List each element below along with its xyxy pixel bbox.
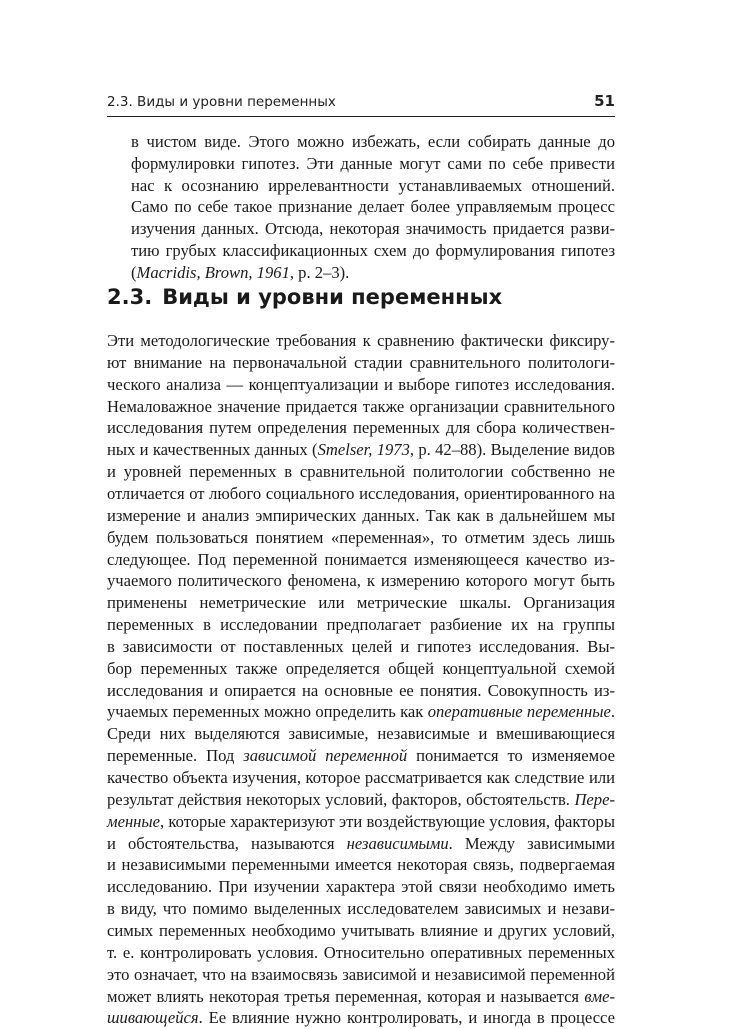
body-line: в зависимости от поставленных целей и гипотез исследования. Вы- (107, 636, 615, 656)
body-line: будем пользоваться понятием «переменная», то отметим здесь лишь (107, 527, 615, 547)
body-line: отличается от любого социального исследования, ориентированного на (107, 483, 615, 503)
quote-line: в чистом виде. Этого можно избежать, если собирать данные до (131, 132, 615, 151)
body-line: шивающейся. Ее влияние нужно контролировать, и иногда в процессе (107, 1008, 615, 1028)
italic-term: Smelser, 1973 (317, 440, 410, 460)
body-line: исследования и опирается на основные ее понятия. Совокупность из- (107, 680, 615, 700)
quote-line: (Macridis, Brown, 1961, p. 2–3). (131, 262, 350, 282)
body-line: Среди них выделяются зависимые, независимые и вмешивающиеся (107, 724, 615, 744)
italic-term: зависимой переменной (243, 746, 408, 766)
body-line: применены неметрические или метрические шкалы. Организация (107, 593, 615, 613)
body-line: т. е. контролировать условия. Относительно оперативных переменных (107, 942, 615, 962)
body-line: учаемого политического феномена, к измерению которого могут быть (107, 571, 615, 591)
body-line: результат действия некоторых условий, факторов, обстоятельств. Пере- (107, 789, 615, 809)
body-line: бор переменных также определяется общей концептуальной схемой (107, 658, 615, 678)
body-line: в виду, что помимо выделенных исследователем зависимых и незави- (107, 899, 615, 919)
italic-term: менные (107, 811, 161, 831)
body-line: и независимыми переменными имеется некоторая связь, подвергаемая (107, 855, 615, 875)
italic-term: оперативные переменные (427, 702, 611, 722)
body-line: менные, которые характеризуют эти воздействующие условия, факторы (107, 811, 615, 831)
quote-line: тию грубых классификационных схем до формулирования гипотез (131, 241, 615, 260)
body-line: Немаловажное значение придается также организации сравнительного (107, 396, 615, 416)
italic-term: вме- (584, 986, 615, 1006)
body-line: исследованию. При изучении характера этой связи необходимо иметь (107, 877, 615, 897)
running-head-title: 2.3. Виды и уровни переменных (107, 94, 336, 110)
body-line: качество объекта изучения, которое рассматривается как следствие или (107, 768, 615, 787)
section-number: 2.3. (107, 285, 153, 309)
body-line: переменные. Под зависимой переменной понимается то изменяемое (107, 746, 615, 766)
quote-line: формулировки гипотез. Эти данные могут сами по себе привести (131, 153, 615, 173)
body-line: может влиять некоторая третья переменная, которая и называется вме- (107, 986, 615, 1006)
body-line: Эти методологические требования к сравнению фактически фиксиру- (107, 331, 615, 350)
italic-term: независимыми (346, 833, 449, 853)
body-line: учаемых переменных можно определить как оперативные переменные. (107, 702, 616, 722)
quote-line: изучения данных. Отсюда, некоторая значимость придается разви- (131, 219, 615, 239)
italic-term: шивающейся (107, 1008, 199, 1028)
body-line: симых переменных необходимо учитывать влияние и других условий, (107, 920, 615, 940)
body-line: и обстоятельства, называются независимыми. Между зависимыми (107, 833, 615, 853)
body-line: ют внимание на первоначальной стадии сравнительного политологи- (107, 352, 615, 372)
body-line: исследования путем определения переменных для сбора количествен- (107, 418, 615, 438)
body-line: это означает, что на взаимосвязь зависимой и независимой переменной (107, 964, 615, 984)
italic-term: Пере- (574, 789, 615, 809)
body-line: измерение и анализ эмпирических данных. Так как в дальнейшем мы (107, 505, 615, 525)
running-head (107, 90, 615, 117)
body-line: ных и качественных данных (Smelser, 1973, p. 42–88). Выделение видов (107, 440, 615, 460)
body-line: переменных в исследовании предполагает разбиение их на группы (107, 615, 615, 635)
body-line: следующее. Под переменной понимается изменяющееся качество из- (107, 549, 615, 569)
italic-term: Macridis, Brown, 1961 (136, 262, 290, 282)
section-title: Виды и уровни переменных (162, 285, 503, 309)
body-line: ческого анализа — концептуализации и выборе гипотез исследования. (107, 374, 615, 394)
page-number: 51 (594, 92, 615, 110)
quote-line: Само по себе такое признание делает более управляемым процесс (131, 197, 615, 217)
body-line: и уровней переменных в сравнительной политологии собственно не (107, 462, 615, 482)
quote-line: нас к осознанию иррелевантности устанавливаемых отношений. (131, 175, 615, 195)
section-heading (107, 285, 615, 317)
